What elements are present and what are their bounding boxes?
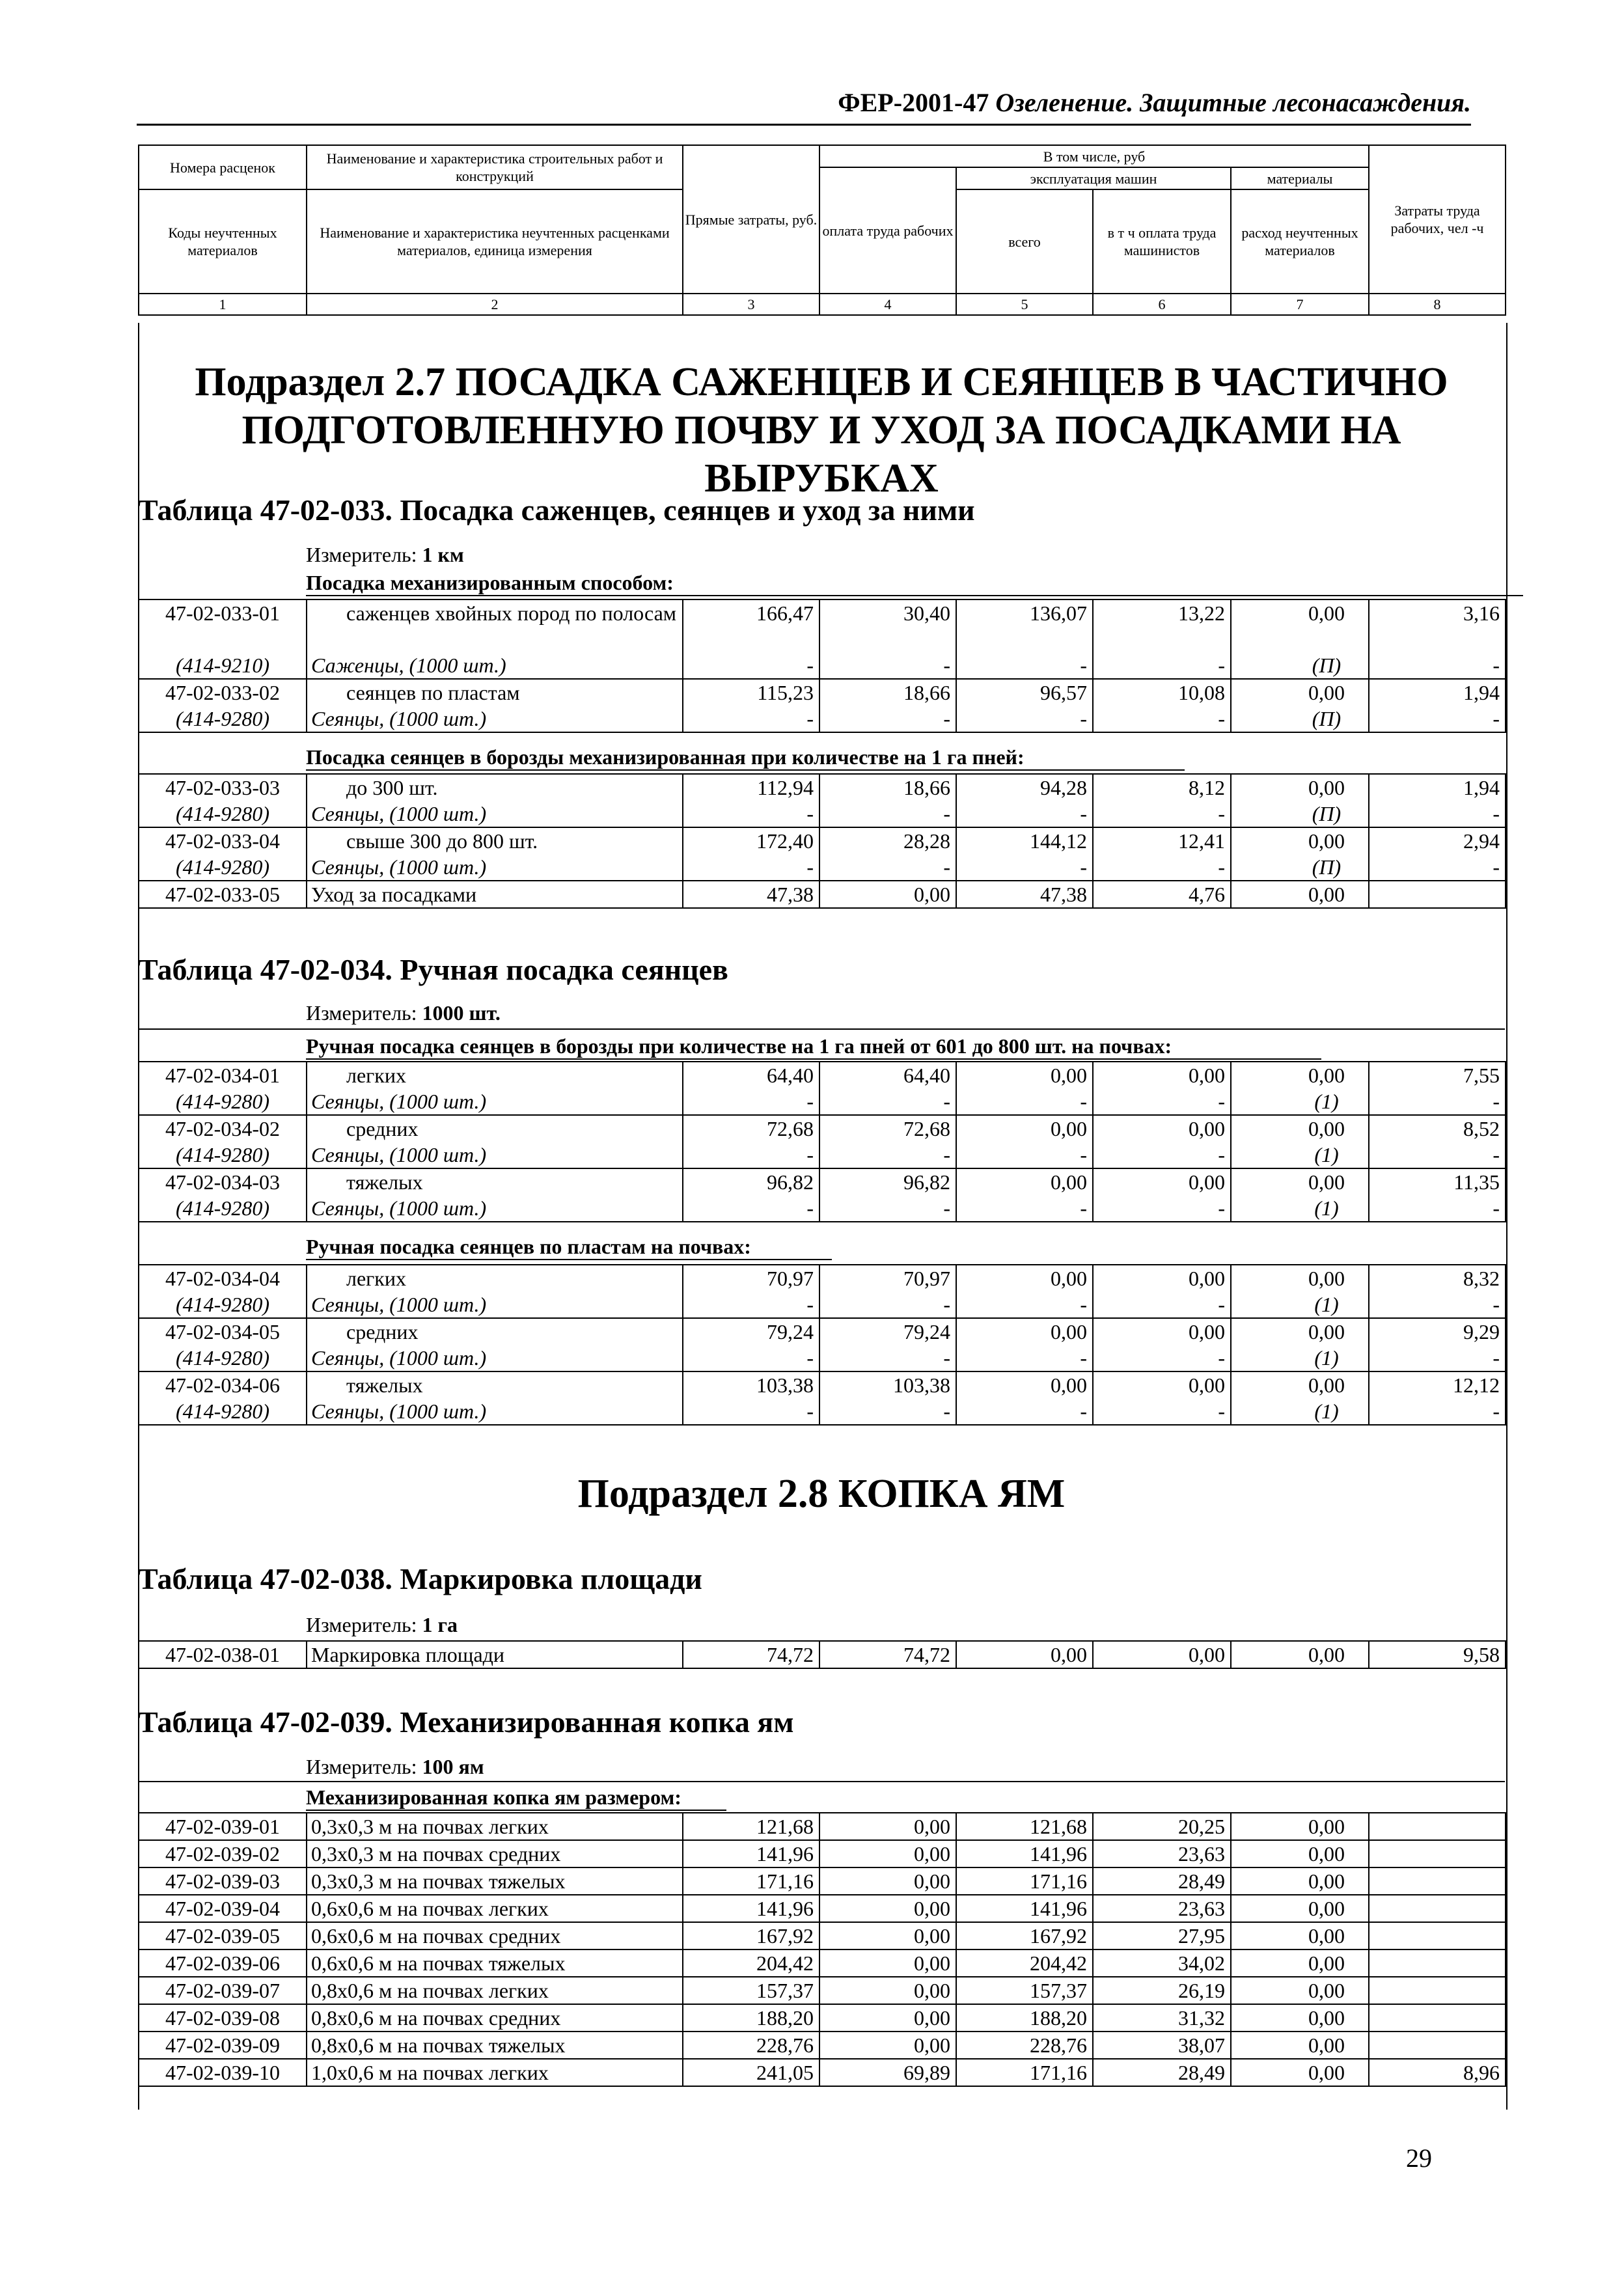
table-033-title: Таблица 47-02-033. Посадка саженцев, сеянцев и уход за ними — [138, 493, 975, 527]
table-row: 47-02-038-01 Маркировка площади 74,72 74,72 0,00 0,00 0,00 9,58 — [139, 1641, 1506, 1668]
divider — [138, 1028, 1505, 1030]
table-row: 47-02-039-01 0,3х0,3 м на почвах легких 121,68 0,00 121,68 20,25 0,00 — [139, 1813, 1506, 1840]
material-row: (414-9280) Сеянцы, (1000 шт.) - - - - (П) - — [139, 854, 1506, 881]
col-header-machines: эксплуатация машин — [956, 167, 1231, 189]
table-row: 47-02-039-04 0,6х0,6 м на почвах легких 141,96 0,00 141,96 23,63 0,00 — [139, 1895, 1506, 1922]
col-number: 5 — [956, 294, 1093, 315]
table-row: 47-02-039-02 0,3х0,3 м на почвах средних 141,96 0,00 141,96 23,63 0,00 — [139, 1840, 1506, 1867]
doc-code: ФЕР-2001-47 — [838, 88, 989, 117]
table-034-unit: Измеритель: 1000 шт. — [306, 1001, 501, 1025]
material-row: (414-9210) Саженцы, (1000 шт.) - - - - (П) - — [139, 652, 1506, 679]
table-row: 47-02-033-02 сеянцев по пластам 115,23 18,66 96,57 10,08 0,00 1,94 — [139, 679, 1506, 706]
table-row: 47-02-034-05 средних 79,24 79,24 0,00 0,00 0,00 9,29 — [139, 1318, 1506, 1345]
material-row: (414-9280) Сеянцы, (1000 шт.) - - - - (1) - — [139, 1195, 1506, 1222]
col-header-group: В том числе, руб — [819, 145, 1369, 167]
table-039-title: Таблица 47-02-039. Механизированная копка ям — [138, 1705, 794, 1739]
col-header-2-bottom: Наименование и характеристика неучтенных расценками материалов, единица измерения — [307, 189, 683, 294]
subsection-2-7-heading: Подраздел 2.7 ПОСАДКА САЖЕНЦЕВ И СЕЯНЦЕВ В ЧАСТИЧНО ПОДГОТОВЛЕННУЮ ПОЧВУ И УХОД ЗА ПОСАДКАМИ НА ВЫРУБКАХ — [195, 360, 1448, 501]
divider — [138, 1781, 1505, 1782]
col-header-1-top: Номера расценок — [139, 145, 307, 189]
col-number: 8 — [1369, 294, 1506, 315]
table-row: 47-02-039-07 0,8х0,6 м на почвах легких 157,37 0,00 157,37 26,19 0,00 — [139, 1977, 1506, 2004]
col-header-2-top: Наименование и характеристика строительных работ и конструкций — [307, 145, 683, 189]
col-number: 1 — [139, 294, 307, 315]
table-033-rows-b — [138, 773, 1506, 909]
table-034-rows-a — [138, 1061, 1506, 1222]
col-header-6: в т ч оплата труда машинистов — [1093, 189, 1231, 294]
table-row: 47-02-039-05 0,6х0,6 м на почвах средних 167,92 0,00 167,92 27,95 0,00 — [139, 1922, 1506, 1949]
table-row: 47-02-033-01 саженцев хвойных пород по полосам 166,47 30,40 136,07 13,22 0,00 3,16 — [139, 599, 1506, 652]
col-number: 6 — [1093, 294, 1231, 315]
table-row: 47-02-039-09 0,8х0,6 м на почвах тяжелых 228,76 0,00 228,76 38,07 0,00 — [139, 2032, 1506, 2059]
col-header-3: Прямые затраты, руб. — [683, 145, 819, 294]
subsection-2-8-heading: Подраздел 2.8 КОПКА ЯМ — [577, 1472, 1066, 1516]
col-header-5: всего — [956, 189, 1093, 294]
table-034-group-1: Ручная посадка сеянцев в борозды при количестве на 1 га пней от 601 до 800 шт. на почвах: — [306, 1034, 1321, 1060]
table-038-title: Таблица 47-02-038. Маркировка площади — [138, 1562, 702, 1595]
page-number: 29 — [1406, 2143, 1432, 2173]
material-row: (414-9280) Сеянцы, (1000 шт.) - - - - (1) - — [139, 1345, 1506, 1371]
table-034-rows-b — [138, 1264, 1506, 1426]
table-033-group-1: Посадка механизированным способом: — [306, 570, 1523, 596]
table-039-unit: Измеритель: 100 ям — [306, 1755, 484, 1778]
table-039-group-1: Механизированная копка ям размером: — [306, 1785, 726, 1811]
table-row: 47-02-039-08 0,8х0,6 м на почвах средних 188,20 0,00 188,20 31,32 0,00 — [139, 2004, 1506, 2032]
table-034-title: Таблица 47-02-034. Ручная посадка сеянцев — [138, 953, 728, 986]
table-row: 47-02-033-05 Уход за посадками 47,38 0,00 47,38 4,76 0,00 — [139, 881, 1506, 908]
table-row: 47-02-039-03 0,3х0,3 м на почвах тяжелых 171,16 0,00 171,16 28,49 0,00 — [139, 1867, 1506, 1895]
table-033-group-2: Посадка сеянцев в борозды механизированная при количестве на 1 га пней: — [306, 745, 1185, 771]
table-row: 47-02-034-01 легких 64,40 64,40 0,00 0,00 0,00 7,55 — [139, 1062, 1506, 1088]
table-row: 47-02-034-06 тяжелых 103,38 103,38 0,00 0,00 0,00 12,12 — [139, 1371, 1506, 1398]
table-row: 47-02-034-04 легких 70,97 70,97 0,00 0,00 0,00 8,32 — [139, 1265, 1506, 1291]
table-row: 47-02-039-10 1,0х0,6 м на почвах легких 241,05 69,89 171,16 28,49 0,00 8,96 — [139, 2059, 1506, 2086]
running-header — [137, 83, 1471, 126]
material-row: (414-9280) Сеянцы, (1000 шт.) - - - - (1) - — [139, 1398, 1506, 1425]
table-034-group-2: Ручная посадка сеянцев по пластам на почвах: — [306, 1234, 832, 1260]
table-038-unit: Измеритель: 1 га — [306, 1613, 458, 1636]
col-header-1-bottom: Коды неучтенных материалов — [139, 189, 307, 294]
table-row: 47-02-034-02 средних 72,68 72,68 0,00 0,00 0,00 8,52 — [139, 1115, 1506, 1142]
material-row: (414-9280) Сеянцы, (1000 шт.) - - - - (1) - — [139, 1142, 1506, 1168]
col-header-materials: материалы — [1231, 167, 1369, 189]
table-033-unit: Измеритель: 1 км — [306, 543, 464, 566]
col-header-4: оплата труда рабочих — [819, 167, 956, 294]
table-row: 47-02-039-06 0,6х0,6 м на почвах тяжелых 204,42 0,00 204,42 34,02 0,00 — [139, 1949, 1506, 1977]
table-row: 47-02-033-04 свыше 300 до 800 шт. 172,40 28,28 144,12 12,41 0,00 2,94 — [139, 827, 1506, 854]
col-header-7: расход неучтенных материалов — [1231, 189, 1369, 294]
table-row: 47-02-034-03 тяжелых 96,82 96,82 0,00 0,00 0,00 11,35 — [139, 1168, 1506, 1195]
material-row: (414-9280) Сеянцы, (1000 шт.) - - - - (П) - — [139, 801, 1506, 827]
col-number: 7 — [1231, 294, 1369, 315]
material-row: (414-9280) Сеянцы, (1000 шт.) - - - - (П) - — [139, 706, 1506, 732]
material-row: (414-9280) Сеянцы, (1000 шт.) - - - - (1) - — [139, 1088, 1506, 1115]
table-column-header — [138, 145, 1506, 316]
table-038-rows — [138, 1640, 1506, 1669]
table-039-rows — [138, 1812, 1506, 2087]
col-number: 3 — [683, 294, 819, 315]
table-row: 47-02-033-03 до 300 шт. 112,94 18,66 94,28 8,12 0,00 1,94 — [139, 774, 1506, 801]
material-row: (414-9280) Сеянцы, (1000 шт.) - - - - (1) - — [139, 1291, 1506, 1318]
col-header-8: Затраты труда рабочих, чел -ч — [1369, 145, 1506, 294]
col-number: 4 — [819, 294, 956, 315]
col-number: 2 — [307, 294, 683, 315]
doc-title: Озеленение. Защитные лесонасаждения. — [995, 88, 1471, 117]
table-033-rows-a — [138, 599, 1506, 733]
